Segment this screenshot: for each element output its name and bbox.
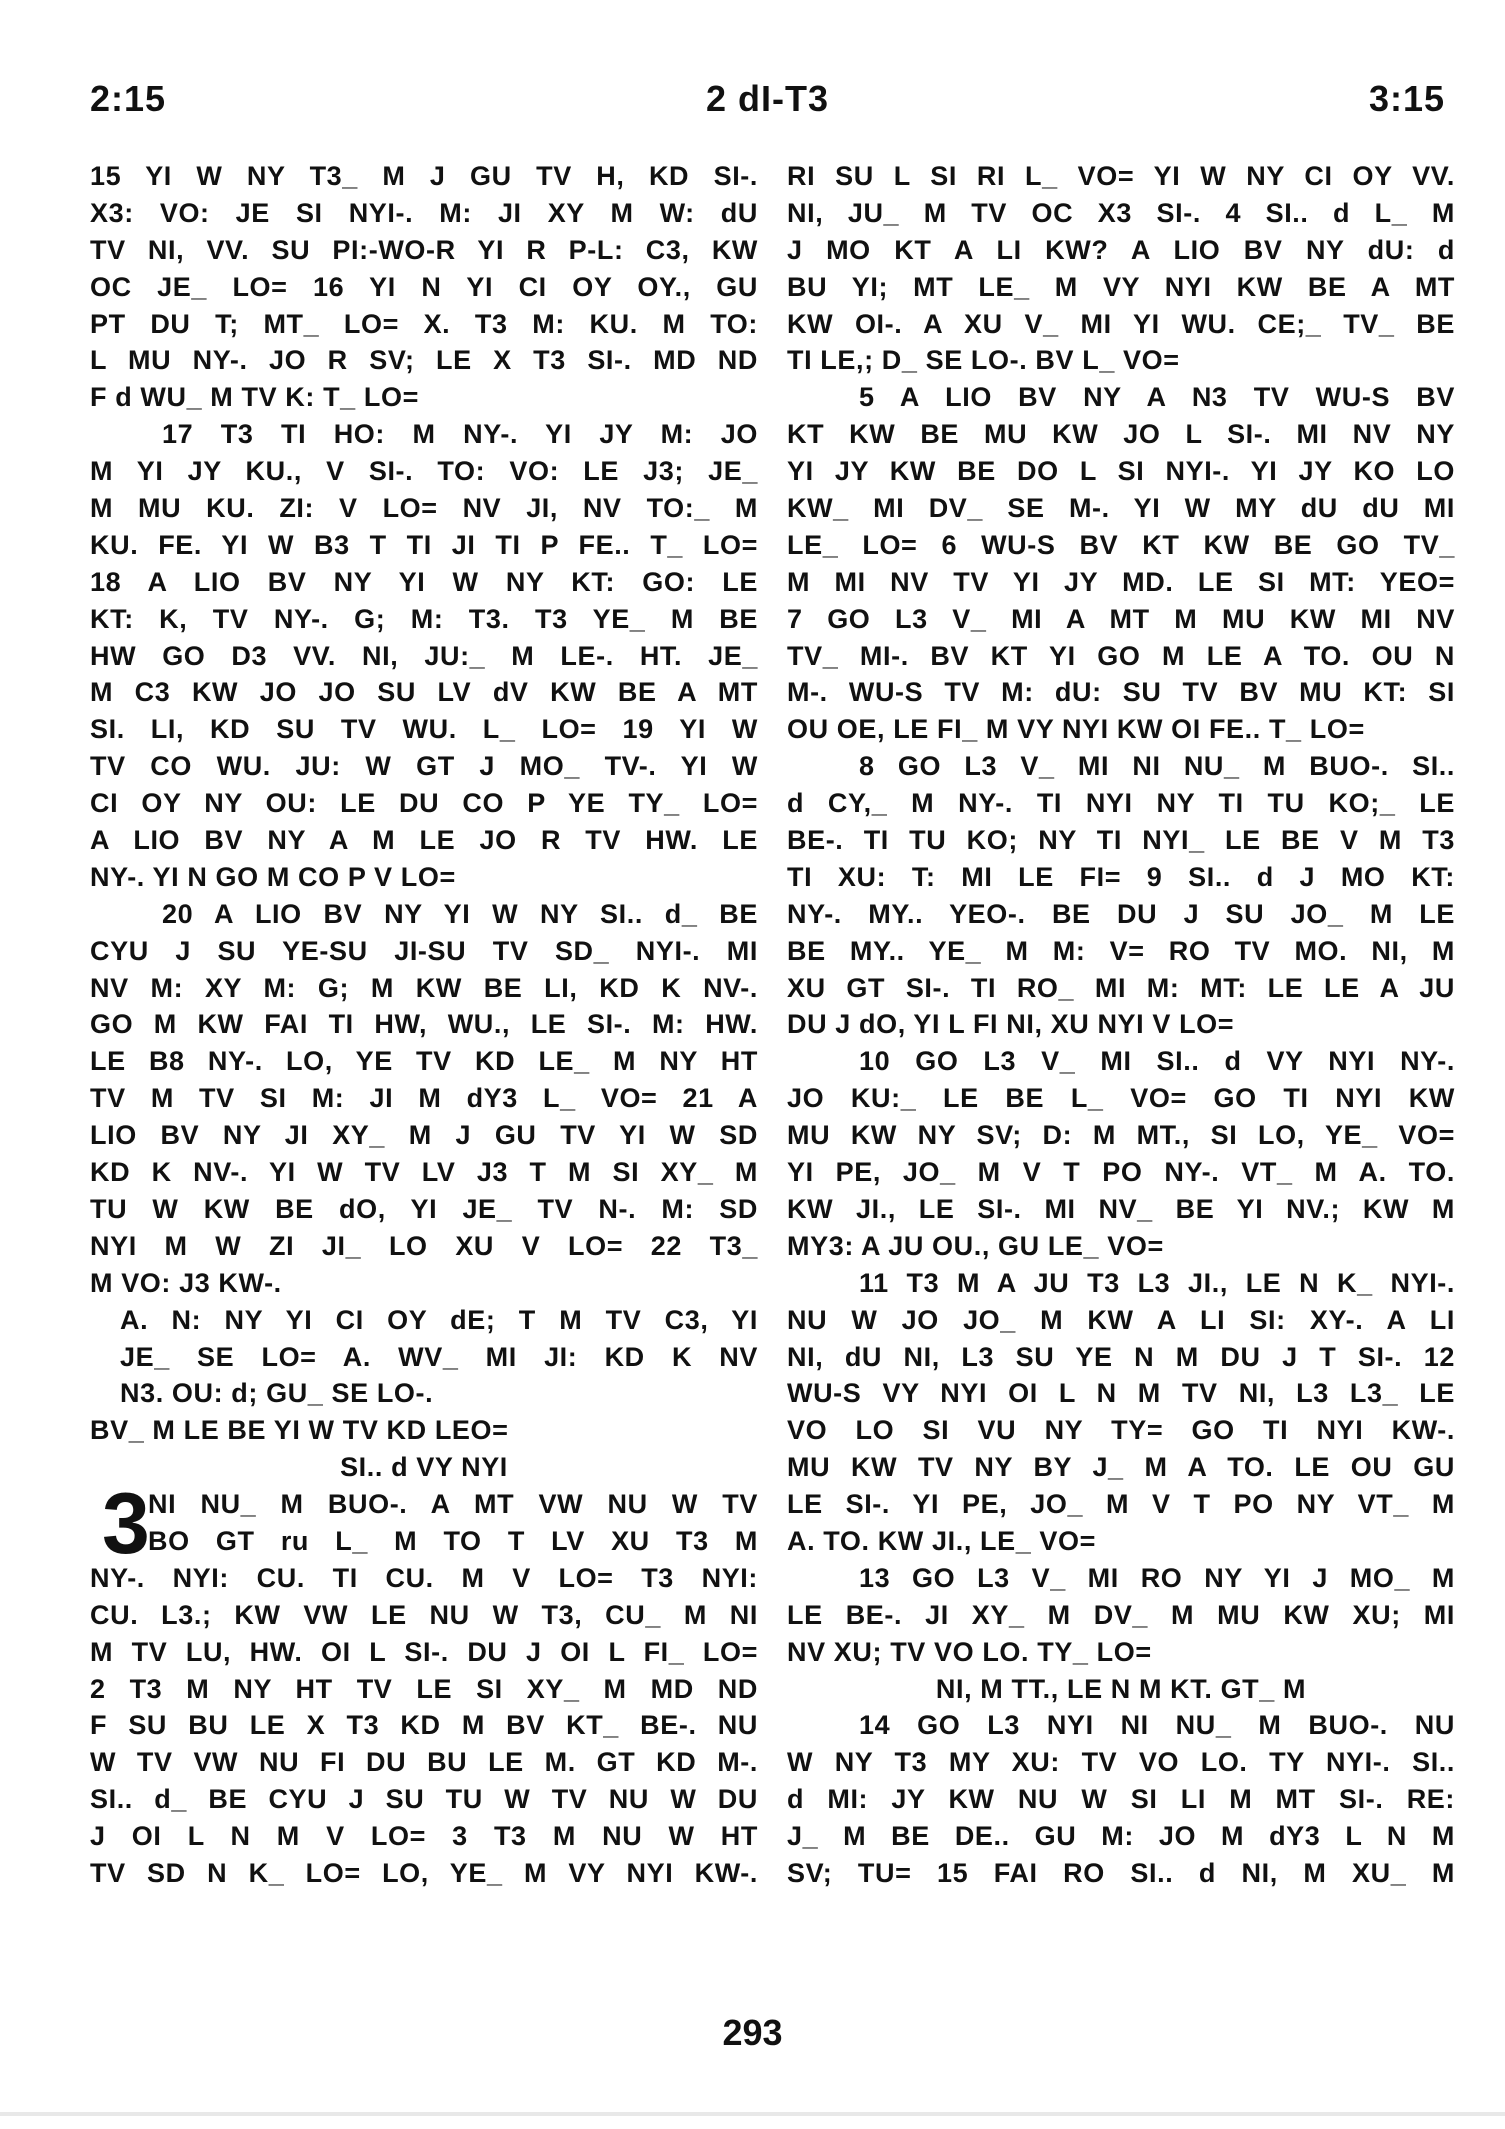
text-line: BO GT ru L_ M TO T LV XU T3 M bbox=[148, 1525, 758, 1556]
text-line: 11 T3 M A JU T3 L3 JI., LE N K_ NYI-. bbox=[859, 1267, 1455, 1298]
text-line: NI NU_ M BUO-. A MT VW NU W TV bbox=[148, 1489, 758, 1520]
text-line: W NY T3 MY XU: TV VO LO. TY NYI-. SI.. bbox=[787, 1747, 1455, 1778]
text-line: LE B8 NY-. LO, YE TV KD LE_ M NY HT bbox=[90, 1046, 758, 1077]
text-line: TI XU: T: MI LE FI= 9 SI.. d J MO KT: bbox=[787, 861, 1455, 892]
text-line: KW_ MI DV_ SE M-. YI W MY dU dU MI bbox=[787, 493, 1455, 524]
text-line: 5 A LIO BV NY A N3 TV WU-S BV bbox=[859, 382, 1455, 413]
chapter-opening bbox=[90, 1476, 758, 1573]
text-line: BV_ M LE BE YI W TV KD LEO= bbox=[90, 1415, 509, 1446]
text-line: KD K NV-. YI W TV LV J3 T M SI XY_ M bbox=[90, 1157, 758, 1188]
text-line: d MI: JY KW NU W SI LI M MT SI-. RE: bbox=[787, 1784, 1455, 1815]
text-line: J OI L N M V LO= 3 T3 M NU W HT bbox=[90, 1821, 758, 1852]
text-line: 17 T3 TI HO: M NY-. YI JY M: JO bbox=[162, 419, 758, 450]
text-line: M VO: J3 KW-. bbox=[90, 1267, 282, 1298]
text-line: KU. FE. YI W B3 T TI JI TI P FE.. T_ LO= bbox=[90, 529, 758, 560]
text-line: LIO BV NY JI XY_ M J GU TV YI W SD bbox=[90, 1120, 758, 1151]
header-book-title: 2 dI-T3 bbox=[705, 78, 829, 119]
text-line: CU. L3.; KW VW LE NU W T3, CU_ M NI bbox=[90, 1599, 758, 1630]
text-line: M MI NV TV YI JY MD. LE SI MT: YEO= bbox=[787, 566, 1455, 597]
text-line: BE MY.. YE_ M M: V= RO TV MO. NI, M bbox=[787, 935, 1455, 966]
text-line: WU-S VY NYI OI L N M TV NI, L3 L3_ LE bbox=[787, 1378, 1455, 1409]
text-line: 15 YI W NY T3_ M J GU TV H, KD SI-. bbox=[90, 161, 758, 191]
text-line: d CY,_ M NY-. TI NYI NY TI TU KO;_ LE bbox=[787, 788, 1455, 819]
text-line: NV XU; TV VO LO. TY_ LO= bbox=[787, 1636, 1152, 1667]
text-line: RI SU L SI RI L_ VO= YI W NY CI OY VV. bbox=[787, 161, 1455, 191]
text-line: TV_ MI-. BV KT YI GO M LE A TO. OU N bbox=[787, 640, 1455, 671]
text-line: KW OI-. A XU V_ MI YI WU. CE;_ TV_ BE bbox=[787, 308, 1455, 339]
text-line: NY-. MY.. YEO-. BE DU J SU JO_ M LE bbox=[787, 898, 1455, 929]
text-line: 18 A LIO BV NY YI W NY KT: GO: LE bbox=[90, 566, 758, 597]
text-line: J MO KT A LI KW? A LIO BV NY dU: d bbox=[787, 234, 1455, 265]
text-line: F d WU_ M TV K: T_ LO= bbox=[90, 382, 419, 413]
text-line: NY-. NYI: CU. TI CU. M V LO= T3 NYI: bbox=[90, 1562, 758, 1593]
page-number: 293 bbox=[722, 2012, 783, 2053]
text-line: YI JY KW BE DO L SI NYI-. YI JY KO LO bbox=[787, 456, 1455, 487]
text-line: KT KW BE MU KW JO L SI-. MI NV NY bbox=[787, 419, 1455, 450]
verse-line: JE_ SE LO= A. WV_ MI JI: KD K NV bbox=[120, 1341, 758, 1372]
text-line: LE_ LO= 6 WU-S BV KT KW BE GO TV_ bbox=[787, 529, 1455, 560]
verse-line: N3. OU: d; GU_ SE LO-. bbox=[120, 1378, 434, 1409]
text-line: KT: K, TV NY-. G; M: T3. T3 YE_ M BE bbox=[90, 603, 758, 634]
text-line: NI, dU NI, L3 SU YE N M DU J T SI-. 12 bbox=[787, 1341, 1455, 1372]
text-line: BE-. TI TU KO; NY TI NYI_ LE BE V M T3 bbox=[787, 825, 1455, 856]
text-line: 10 GO L3 V_ MI SI.. d VY NYI NY-. bbox=[859, 1046, 1455, 1077]
text-line: M TV LU, HW. OI L SI-. DU J OI L FI_ LO= bbox=[90, 1636, 758, 1667]
text-line: OC JE_ LO= 16 YI N YI CI OY OY., GU bbox=[90, 271, 758, 302]
text-line: F SU BU LE X T3 KD M BV KT_ BE-. NU bbox=[90, 1710, 758, 1741]
text-line: TI LE,; D_ SE LO-. BV L_ VO= bbox=[787, 345, 1180, 376]
text-line: NI, JU_ M TV OC X3 SI-. 4 SI.. d L_ M bbox=[787, 197, 1455, 228]
text-line: VO LO SI VU NY TY= GO TI NYI KW-. bbox=[787, 1415, 1455, 1446]
text-line: KW JI., LE SI-. MI NV_ BE YI NV.; KW M bbox=[787, 1193, 1455, 1224]
text-line: M C3 KW JO JO SU LV dV KW BE A MT bbox=[90, 677, 758, 708]
text-line: TU W KW BE dO, YI JE_ TV N-. M: SD bbox=[90, 1193, 758, 1224]
text-line: M MU KU. ZI: V LO= NV JI, NV TO:_ M bbox=[90, 493, 758, 524]
left-text-column bbox=[90, 158, 758, 1892]
text-line: 8 GO L3 V_ MI NI NU_ M BUO-. SI.. bbox=[859, 751, 1455, 782]
text-line: NY-. YI N GO M CO P V LO= bbox=[90, 861, 456, 892]
text-line: MY3: A JU OU., GU LE_ VO= bbox=[787, 1230, 1164, 1261]
text-line: TV CO WU. JU: W GT J MO_ TV-. YI W bbox=[90, 751, 758, 782]
text-line: MU KW NY SV; D: M MT., SI LO, YE_ VO= bbox=[787, 1120, 1455, 1151]
text-line: NYI M W ZI JI_ LO XU V LO= 22 T3_ bbox=[90, 1230, 758, 1261]
text-line: 7 GO L3 V_ MI A MT M MU KW MI NV bbox=[787, 603, 1455, 634]
text-line: JO KU:_ LE BE L_ VO= GO TI NYI KW bbox=[787, 1083, 1455, 1114]
text-line: M-. WU-S TV M: dU: SU TV BV MU KT: SI bbox=[787, 677, 1455, 708]
text-line: TV M TV SI M: JI M dY3 L_ VO= 21 A bbox=[90, 1083, 758, 1114]
text-line: CYU J SU YE-SU JI-SU TV SD_ NYI-. MI bbox=[90, 935, 758, 966]
header-right-reference: 3:15 bbox=[1368, 78, 1445, 119]
text-line: 14 GO L3 NYI NI NU_ M BUO-. NU bbox=[859, 1710, 1455, 1741]
text-line: W TV VW NU FI DU BU LE M. GT KD M-. bbox=[90, 1747, 758, 1778]
text-line: OU OE, LE FI_ M VY NYI KW OI FE.. T_ LO= bbox=[787, 714, 1365, 745]
text-line: 13 GO L3 V_ MI RO NY YI J MO_ M bbox=[859, 1562, 1455, 1593]
text-line: BU YI; MT LE_ M VY NYI KW BE A MT bbox=[787, 271, 1455, 302]
text-line: DU J dO, YI L FI NI, XU NYI V LO= bbox=[787, 1009, 1235, 1040]
text-line: A. TO. KW JI., LE_ VO= bbox=[787, 1525, 1097, 1556]
text-line: SV; TU= 15 FAI RO SI.. d NI, M XU_ M bbox=[787, 1857, 1455, 1888]
text-line: LE BE-. JI XY_ M DV_ M MU KW XU; MI bbox=[787, 1599, 1455, 1630]
text-line: MU KW TV NY BY J_ M A TO. LE OU GU bbox=[787, 1452, 1455, 1483]
text-line: NV M: XY M: G; M KW BE LI, KD K NV-. bbox=[90, 972, 758, 1003]
text-line: X3: VO: JE SI NYI-. M: JI XY M W: dU bbox=[90, 197, 758, 228]
text-line: YI PE, JO_ M V T PO NY-. VT_ M A. TO. bbox=[787, 1157, 1455, 1188]
running-header bbox=[90, 78, 1445, 128]
verse-line: A. N: NY YI CI OY dE; T M TV C3, YI bbox=[120, 1304, 758, 1335]
text-line: 2 T3 M NY HT TV LE SI XY_ M MD ND bbox=[90, 1673, 758, 1704]
header-left-reference: 2:15 bbox=[90, 78, 167, 119]
text-line: L MU NY-. JO R SV; LE X T3 SI-. MD ND bbox=[90, 345, 758, 376]
right-text-column bbox=[787, 158, 1455, 1892]
text-line: SI.. d_ BE CYU J SU TU W TV NU W DU bbox=[90, 1784, 758, 1815]
text-line: SI. LI, KD SU TV WU. L_ LO= 19 YI W bbox=[90, 714, 758, 745]
text-line: NU W JO JO_ M KW A LI SI: XY-. A LI bbox=[787, 1304, 1455, 1335]
text-line: LE SI-. YI PE, JO_ M V T PO NY VT_ M bbox=[787, 1489, 1455, 1520]
text-line: HW GO D3 VV. NI, JU:_ M LE-. HT. JE_ bbox=[90, 640, 758, 671]
text-line: GO M KW FAI TI HW, WU., LE SI-. M: HW. bbox=[90, 1009, 758, 1040]
chapter-heading: SI.. d VY NYI bbox=[340, 1452, 508, 1483]
text-line: CI OY NY OU: LE DU CO P YE TY_ LO= bbox=[90, 788, 758, 819]
bottom-edge-shadow bbox=[0, 2112, 1505, 2116]
text-line: J_ M BE DE.. GU M: JO M dY3 L N M bbox=[787, 1821, 1455, 1852]
section-heading: NI, M TT., LE N M KT. GT_ M bbox=[935, 1673, 1307, 1704]
text-line: M YI JY KU., V SI-. TO: VO: LE J3; JE_ bbox=[90, 456, 758, 487]
text-line: TV SD N K_ LO= LO, YE_ M VY NYI KW-. bbox=[90, 1857, 758, 1888]
text-line: A LIO BV NY A M LE JO R TV HW. LE bbox=[90, 825, 758, 856]
text-line: TV NI, VV. SU PI:-WO-R YI R P-L: C3, KW bbox=[90, 234, 758, 265]
text-line: PT DU T; MT_ LO= X. T3 M: KU. M TO: bbox=[90, 308, 758, 339]
chapter-number-dropcap: 3 bbox=[102, 1476, 150, 1573]
text-line: 20 A LIO BV NY YI W NY SI.. d_ BE bbox=[162, 898, 758, 929]
text-line: XU GT SI-. TI RO_ MI M: MT: LE LE A JU bbox=[787, 972, 1455, 1003]
